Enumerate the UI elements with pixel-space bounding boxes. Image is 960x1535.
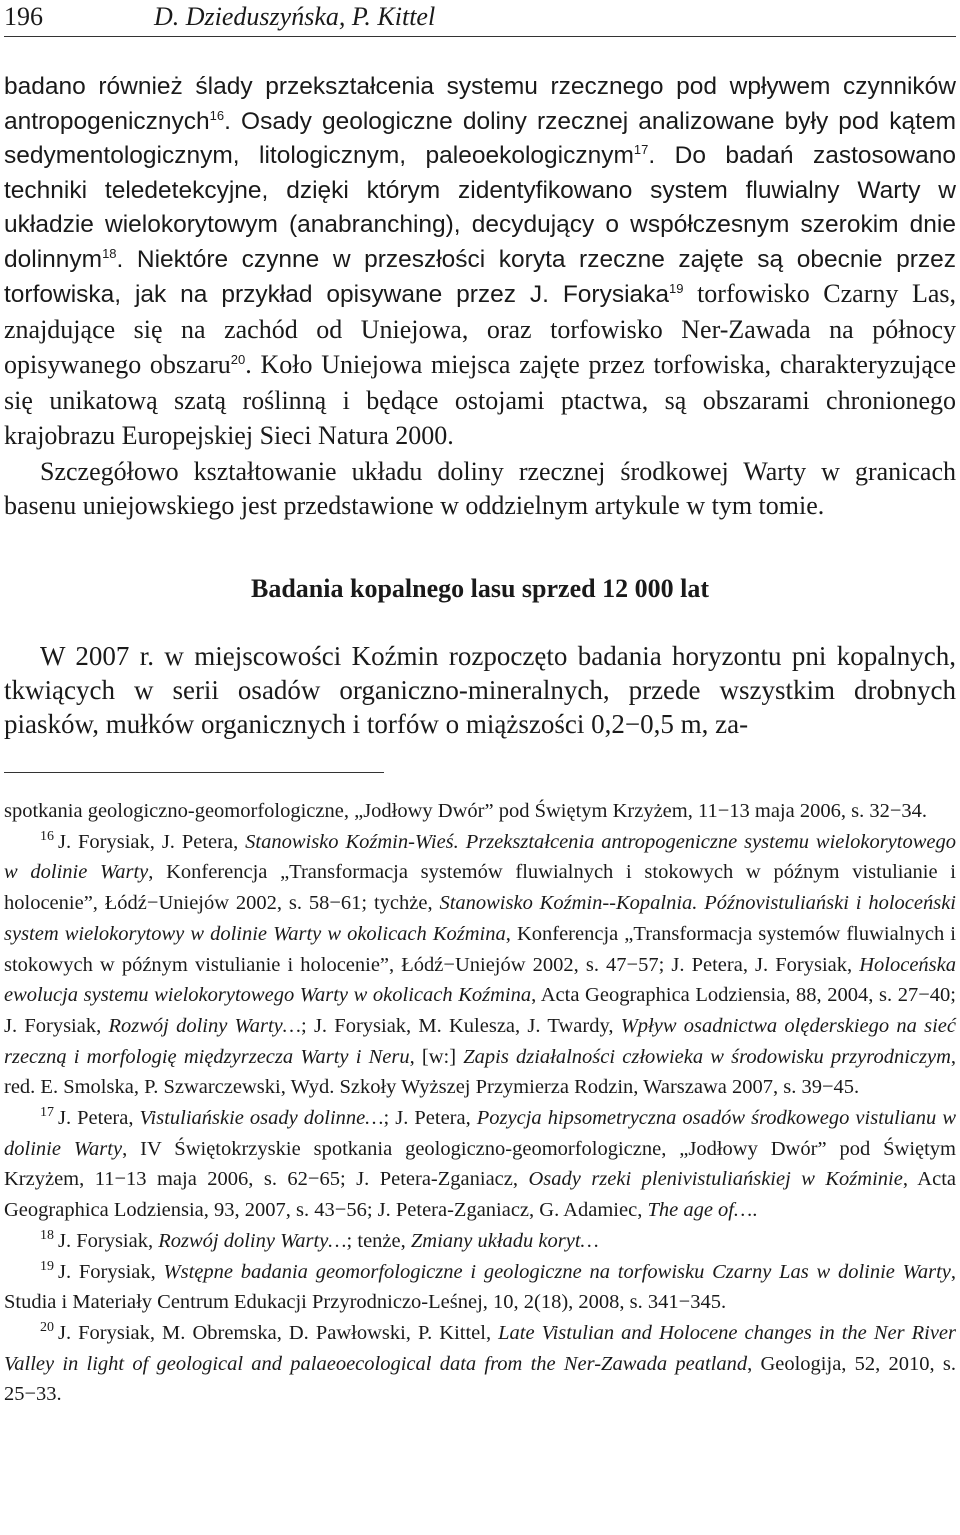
footnote-title: Vistuliańskie osady dolinne… [139,1107,384,1130]
footnote-text: J. Forysiak, M. Obremska, D. Pawłowski, P. Kittel, [58,1321,499,1344]
section-heading: Badania kopalnego lasu sprzed 12 000 lat [251,574,709,603]
footnote-text: ; J. Petera, [383,1107,477,1130]
body-text-6: . Koło Uniejowa miejsca zajęte przez torfowiska, charakteryzujące się unikatową szatą roślinną i będące ostojami ptactwa, są obszarami chronionego krajobrazu Europejskiej Sieci Natura 2000. [4,350,956,450]
footnote-title: The age of… [647,1199,753,1222]
footnote-20 [4,1318,956,1410]
page-header [4,0,956,37]
section-paragraph: W 2007 r. w miejscowości Koźmin rozpoczęto badania horyzontu pni kopalnych, tkwiących w serii osadów organiczno-mineralnych, przede wszystkim drobnych piasków, mułków organicznych i torfów o miąższości 0,2−0,5 m, za- [4,641,956,739]
footnote-title: Stanowisko Koźmin-Wieś. Przekształcenia antropogeniczne systemu wielokorytowego w dolinie Warty [4,830,956,884]
footnote-title: Rozwój doliny Warty… [158,1229,347,1252]
body-text-3: . Do badań zastosowano techniki teledetekcyjne, dzięki którym zidentyfikowano system fluwialny Warty w układzie wielokorytowym (anabranching), decydujący o współczesnym szerokim dnie dolinnym [4,142,956,273]
footnote-ref-16[interactable]: 16 [209,107,225,123]
footnote-text: . [752,1199,758,1222]
body-text-4: . Niektóre czynne w przeszłości koryta rzeczne zajęte są obecnie przez torfowiska, jak na przykład opisywane przez J. Forysiaka [4,245,956,308]
footnotes [4,796,956,1410]
footnote-number: 19 [40,1258,54,1274]
footnote-18 [4,1226,956,1257]
footnote-text: J. Forysiak, [58,1260,164,1283]
footnote-title: Zapis działalności człowieka w środowisku przyrodniczym [463,1045,951,1068]
footnote-title: Late Vistulian and Holocene changes in the Ner River Valley in light of geological and palaeoecological data from the Ner-Zawada peatland [4,1321,956,1375]
footnote-text: , red. E. Smolska, P. Szwarczewski, Wyd. Szkoły Wyższej Przymierza Rodzin, Warszawa 2007, s. 39−45. [4,1045,957,1099]
body-text-2: . Osady geologiczne doliny rzecznej analizowane były pod kątem sedymentologicznym, litologicznym, paleoekologicznym [4,107,956,169]
footnote-number: 16 [40,828,54,844]
footnote-ref-19[interactable]: 19 [669,280,684,296]
footnote-number: 20 [40,1320,54,1336]
page-number: 196 [4,2,43,31]
footnote-number: 18 [40,1228,54,1244]
footnote-text: , Geologija, 52, 2010, s. 25−33. [4,1352,956,1406]
footnote-title: Holoceńska ewolucja systemu wielokorytowego Warty w okolicach Koźmina [4,953,956,1007]
footnote-ref-18[interactable]: 18 [102,245,117,261]
footnote-16 [4,827,956,1103]
footnote-text: , Studia i Materiały Centrum Edukacji Przyrodniczo-Leśnej, 10, 2(18), 2008, s. 341−345. [4,1260,956,1314]
footnote-separator [4,772,384,773]
footnote-title: Zmiany układu koryt… [410,1229,599,1252]
body-paragraph-2: Szczegółowo kształtowanie układu doliny rzecznej środkowej Warty w granicach basenu uniejowskiego jest przedstawione w oddzielnym artykule w tym tomie. [4,456,956,520]
footnote-ref-20[interactable]: 20 [230,351,246,367]
footnote-19 [4,1257,956,1318]
footnote-text: , Konferencja „Transformacja systemów fluwialnych i stokowych w późnym vistulianie i holocenie”, Łódź−Uniejów 2002, s. 47−57; J. Petera, J. Forysiak, [4,922,956,976]
footnote-ref-17[interactable]: 17 [633,141,649,157]
body-text-1: badano również ślady przekształcenia systemu rzecznego pod wpływem czynników antropogenicznych [4,73,956,135]
footnote-title: Wstępne badania geomorfologiczne i geologiczne na torfowisku Czarny Las w dolinie Warty [163,1260,951,1283]
footnote-continuation: spotkania geologiczno-geomorfologiczne, „Jodłowy Dwór” pod Świętym Krzyżem, 11−13 maja 2006, s. 32−34. [4,800,928,822]
footnote-title: Wpływ osadnictwa olęderskiego na sieć rzeczną i morfologię międzyrzecza Warty i Neru [4,1014,956,1068]
footnote-title: Stanowisko Koźmin--Kopalnia. Późnovistuliański i holoceński system wielokorytowy w dolinie Warty w okolicach Koźmina [4,892,956,945]
footnote-text: J. Forysiak, [58,1229,159,1252]
footnote-text: , Acta Geographica Lodziensia, 88, 2004, s. 27−40; J. Forysiak, [4,984,956,1037]
footnote-number: 17 [40,1105,54,1121]
body-text-5: torfowisko Czarny Las, znajdujące się na zachód od Uniejowa, oraz torfowisko Ner-Zawada na północy opisywanego obszaru [4,279,956,379]
running-head: D. Dzieduszyńska, P. Kittel [154,2,436,31]
footnote-17 [4,1103,956,1226]
body-paragraph [4,70,956,525]
footnote-title: Rozwój doliny Warty… [108,1014,302,1037]
footnote-text: J. Forysiak, J. Petera, [58,830,246,853]
footnote-text: ; J. Forysiak, M. Kulesza, J. Twardy, [301,1014,621,1037]
footnote-text: , IV Świętokrzyskie spotkania geologiczno-geomorfologiczne, „Jodłowy Dwór” pod Świętym Krzyżem, 11−13 maja 2006, s. 62−65; J. Petera-Zganiacz, [4,1137,957,1191]
footnote-title: Osady rzeki plenivistuliańskiej w Koźminie [528,1168,903,1191]
footnote-text: , Konferencja „Transformacja systemów fluwialnych i stokowych w późnym vistulianie i holocenie”, Łódź−Uniejów 2002, s. 58−61; tychże, [4,861,956,915]
footnote-title: Pozycja hipsometryczna osadów środkowego vistulianu w dolinie Warty [4,1107,956,1160]
footnote-text: , [w:] [409,1045,464,1068]
footnote-text: ; tenże, [346,1229,411,1252]
footnote-text: J. Petera, [58,1107,140,1130]
footnote-text: , Acta Geographica Lodziensia, 93, 2007, s. 43−56; J. Petera-Zganiacz, G. Adamiec, [4,1168,956,1222]
